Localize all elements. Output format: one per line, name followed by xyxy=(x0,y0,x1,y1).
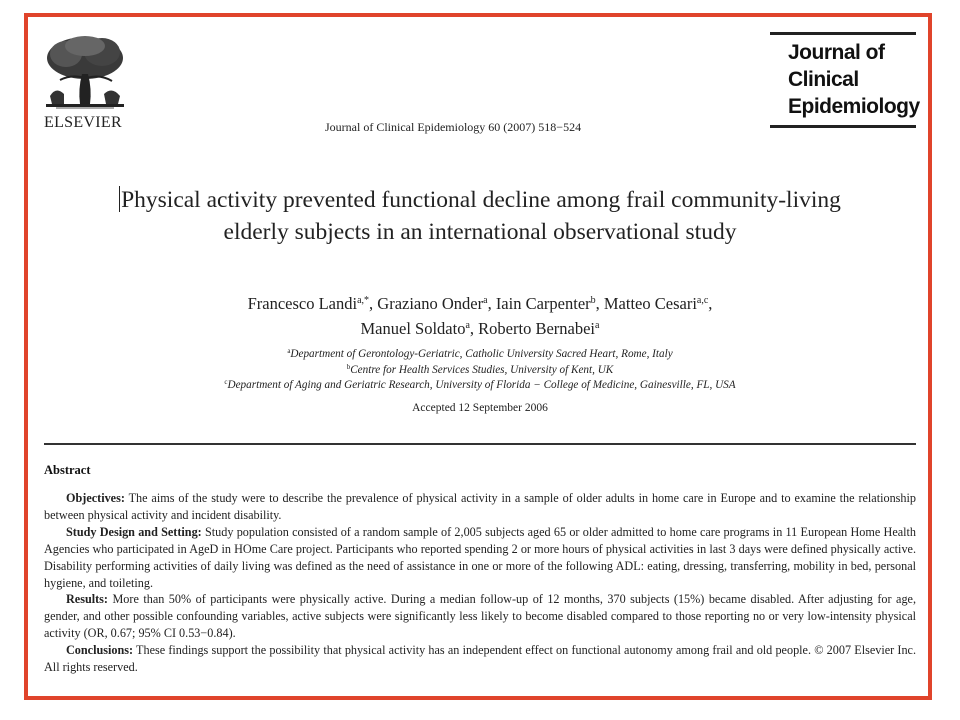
section-text: More than 50% of participants were physically active. During a median follow-up of 12 months, 370 subjects (15%) became disabled. After adjusting for age, gender, and other possible confounding variables, active subjects were significantly less likely to become disabled compared to those reporting no or very low-intensity physical activity (OR, 0.67; 95% CI 0.53−0.84). xyxy=(44,592,916,641)
section-text: These findings support the possibility that physical activity has an independent effect on functional autonomy among frail and old people. © 2007 Elsevier Inc. All rights reserved. xyxy=(44,643,916,675)
abstract-conclusions xyxy=(44,642,916,676)
accepted-date: Accepted 12 September 2006 xyxy=(412,402,548,414)
affiliation-text: Department of Aging and Geriatric Research, University of Florida − College of Medicine, Gainesville, FL, USA xyxy=(227,379,736,391)
abstract-heading: Abstract xyxy=(44,463,91,477)
affiliation-mark: a xyxy=(287,347,291,355)
affiliation xyxy=(110,347,850,363)
author-affiliation-mark: a xyxy=(595,320,600,331)
author-name: Manuel Soldato xyxy=(360,319,466,338)
affiliation xyxy=(110,378,850,394)
affiliation-list xyxy=(110,347,850,394)
author-name: Matteo Cesari xyxy=(603,294,697,313)
publisher-name: ELSEVIER xyxy=(44,114,122,131)
text-cursor xyxy=(119,186,120,212)
author-affiliation-mark: a xyxy=(483,295,488,306)
author-name: Graziano Onder xyxy=(377,294,484,313)
affiliation xyxy=(110,363,850,379)
author-list: Francesco Landi$^{a,*}$, Graziano Onder$^a$, Iain Carpenter$^b$, Matteo Cesari$^{a,c}$, Manuel Soldato$^a$, Roberto Bernabei$^a$ xyxy=(247,294,713,338)
journal-logo xyxy=(770,32,920,128)
author-affiliation-mark: b xyxy=(590,295,596,306)
author-name: Roberto Bernabei xyxy=(478,319,596,338)
journal-name-line: Epidemiology xyxy=(788,95,920,118)
author-name: Iain Carpenter xyxy=(495,294,591,313)
abstract-study-design xyxy=(44,524,916,592)
abstract-objectives xyxy=(44,490,916,524)
affiliation-mark: c xyxy=(224,378,228,386)
article-title xyxy=(110,184,850,248)
author-name: Francesco Landi xyxy=(247,294,358,313)
section-text: Study population consisted of a random sample of 2,005 subjects aged 65 or older admitted to home care programs in 11 European Home Health Agencies who participated in AgeD in HOme Care project. Participants who reported spending 2 or more hours of physical activities in last 3 days were defined physically active. Disability performing activities of daily living was defined as the need of assistance in one or more of the following ADL: eating, dressing, transferring, mobility in bed, personal hygiene, and toileting. xyxy=(44,524,917,590)
section-text: The aims of the study were to describe the prevalence of physical activity in a sample of older adults in home care in Europe and to examine the relationship between physical activity and incident disability. xyxy=(44,491,916,522)
article-title-text: Physical activity prevented functional decline among frail community-living elderly subjects in an international observational study xyxy=(121,187,841,245)
section-label: Study Design and Setting: xyxy=(66,524,202,539)
author-affiliation-mark: a,c xyxy=(696,295,709,306)
affiliation-text: Centre for Health Services Studies, University of Kent, UK xyxy=(350,363,614,376)
journal-name-line: Journal of xyxy=(788,41,885,64)
journal-name-line: Clinical xyxy=(788,68,859,91)
elsevier-tree-icon xyxy=(42,34,128,112)
section-divider xyxy=(44,443,916,445)
journal-citation: Journal of Clinical Epidemiology 60 (2007) 518−524 xyxy=(325,120,582,134)
author-affiliation-mark: a,* xyxy=(357,295,370,306)
author-affiliation-mark: a xyxy=(465,320,470,331)
section-label: Conclusions: xyxy=(66,643,134,658)
abstract-results xyxy=(44,591,916,642)
affiliation-text: Department of Gerontology-Geriatric, Catholic University Sacred Heart, Rome, Italy xyxy=(290,348,673,360)
section-label: Results: xyxy=(66,592,108,607)
section-label: Objectives: xyxy=(66,491,125,505)
abstract-body xyxy=(44,490,916,676)
affiliation-mark: b xyxy=(346,362,351,371)
